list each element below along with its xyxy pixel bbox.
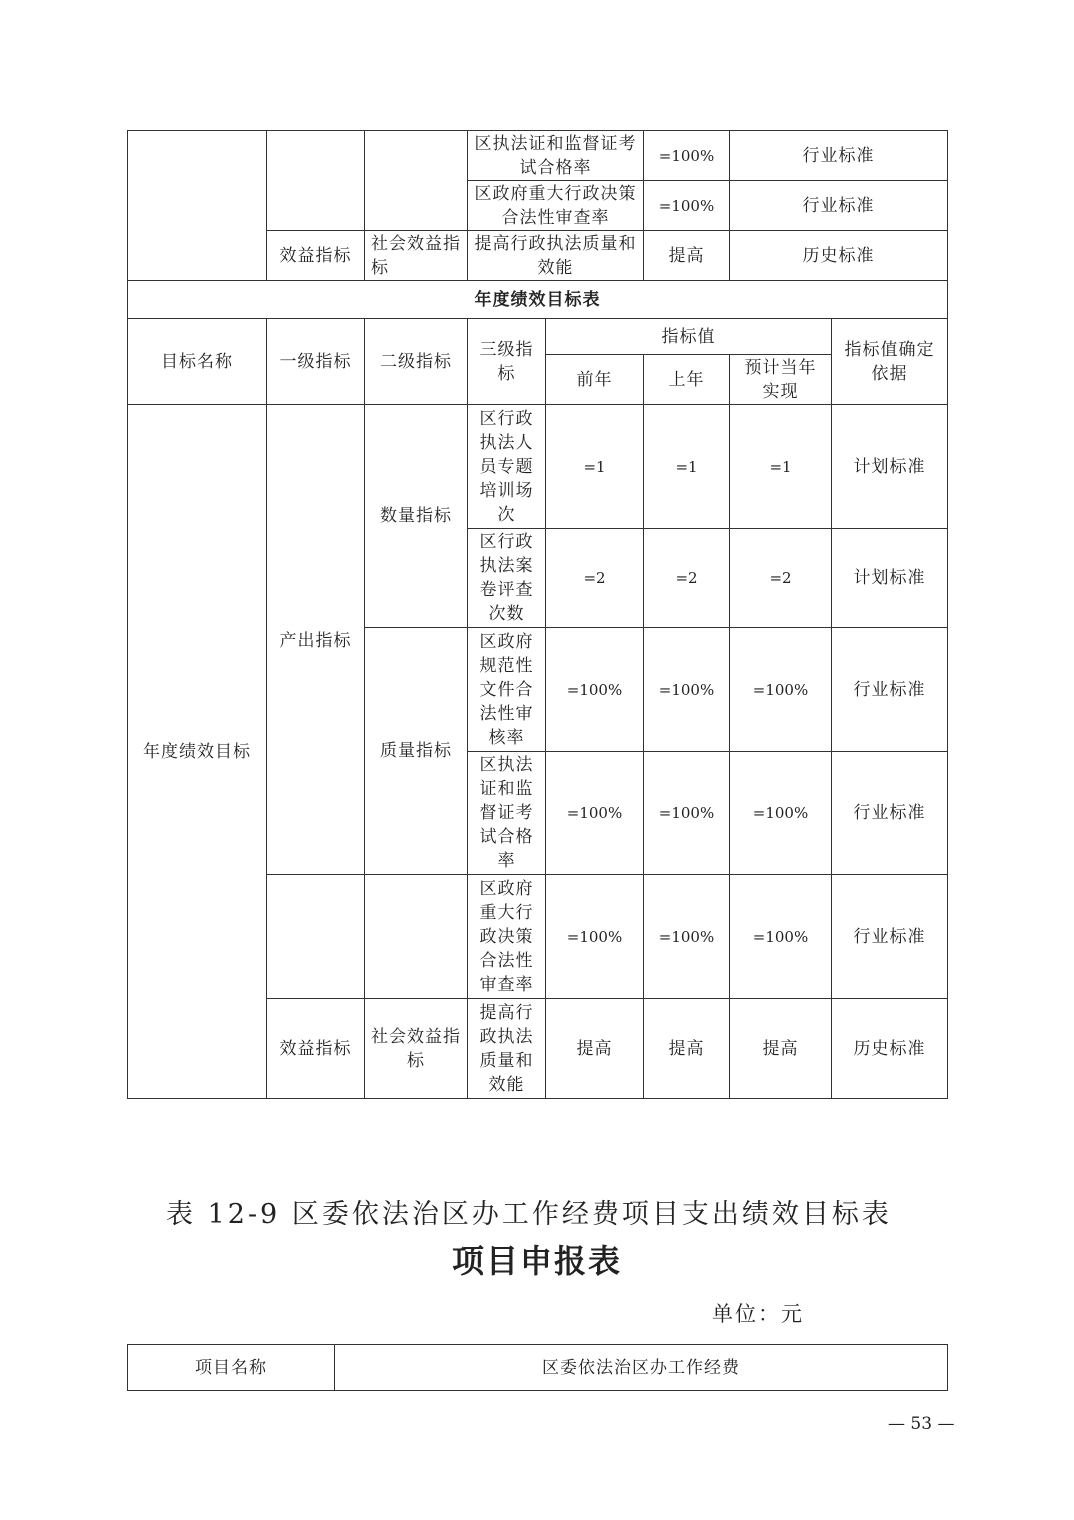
basis-cell: 计划标准 (832, 529, 948, 628)
header-basis: 指标值确定依据 (832, 319, 948, 405)
value-cell: =100% (644, 181, 730, 231)
target-name-cell: 年度绩效目标 (128, 405, 267, 1099)
level1-cell: 效益指标 (267, 999, 365, 1099)
indicator-cell: 区政府重大行政决策合法性审查率 (468, 181, 644, 231)
level2-cell: 社会效益指标 (365, 999, 468, 1099)
prev-cell: =100% (546, 628, 644, 752)
annual-target-table (127, 318, 948, 1099)
form-title: 项目申报表 (451, 1242, 622, 1280)
last-cell: =100% (644, 628, 730, 752)
header-prev-year: 前年 (546, 355, 644, 405)
quantity-indicator-cell: 数量指标 (365, 405, 468, 628)
header-level3: 三级指标 (468, 319, 546, 405)
indicator-cell: 提高行政执法质量和效能 (468, 999, 546, 1099)
value-cell: 提高 (644, 231, 730, 281)
header-target-name: 目标名称 (128, 319, 267, 405)
output-indicator-label: 产出指标 (279, 631, 352, 651)
last-cell: 提高 (644, 999, 730, 1099)
project-name-label: 项目名称 (128, 1345, 335, 1391)
header-expected: 预计当年实现 (730, 355, 832, 405)
indicator-cell: 区政府重大行政决策合法性审查率 (468, 875, 546, 999)
prev-cell: =100% (546, 752, 644, 875)
table-row (128, 131, 948, 181)
basis-cell: 行业标准 (730, 131, 948, 181)
section-title-row (128, 281, 948, 319)
expected-cell: =100% (730, 628, 832, 752)
indicator-cell: 区执法证和监督证考试合格率 (468, 131, 644, 181)
prev-cell: =1 (546, 405, 644, 529)
level2-cell: 社会效益指标 (365, 231, 468, 281)
indicator-cell: 提高行政执法质量和效能 (468, 231, 644, 281)
project-name-value: 区委依法治区办工作经费 (335, 1345, 948, 1391)
expected-cell: =2 (730, 529, 832, 628)
expected-cell: =1 (730, 405, 832, 529)
last-cell: =100% (644, 752, 730, 875)
basis-cell: 行业标准 (832, 628, 948, 752)
prev-cell: 提高 (546, 999, 644, 1099)
prev-cell: =2 (546, 529, 644, 628)
header-level1: 一级指标 (267, 319, 365, 405)
basis-cell: 行业标准 (832, 875, 948, 999)
header-level2: 二级指标 (365, 319, 468, 405)
project-table (127, 1344, 948, 1391)
header-value-group: 指标值 (546, 319, 832, 355)
basis-cell: 计划标准 (832, 405, 948, 529)
section-title: 年度绩效目标表 (128, 281, 948, 319)
table-row (128, 1345, 948, 1391)
prev-cell: =100% (546, 875, 644, 999)
basis-cell: 行业标准 (832, 752, 948, 875)
last-cell: =1 (644, 405, 730, 529)
header-row (128, 319, 948, 355)
quality-indicator-cell: 质量指标 (365, 628, 468, 875)
unit-label: 单位：元 (712, 1302, 804, 1326)
indicator-cell: 区政府规范性文件合法性审核率 (468, 628, 546, 752)
indicator-cell: 区行政执法案卷评查次数 (468, 529, 546, 628)
expected-cell: =100% (730, 875, 832, 999)
level1-cell: 效益指标 (267, 231, 365, 281)
table-title: 表 12-9 区委依法治区办工作经费项目支出绩效目标表 (166, 1199, 892, 1230)
expected-cell: 提高 (730, 999, 832, 1099)
value-cell: =100% (644, 131, 730, 181)
last-cell: =2 (644, 529, 730, 628)
table-row (128, 405, 948, 529)
top-continuation-table (127, 130, 948, 319)
indicator-cell: 区执法证和监督证考试合格率 (468, 752, 546, 875)
output-indicator-cell (267, 405, 365, 875)
page-number: — 53 — (888, 1414, 955, 1434)
indicator-cell: 区行政执法人员专题培训场次 (468, 405, 546, 529)
basis-cell: 行业标准 (730, 181, 948, 231)
header-last-year: 上年 (644, 355, 730, 405)
basis-cell: 历史标准 (832, 999, 948, 1099)
expected-cell: =100% (730, 752, 832, 875)
last-cell: =100% (644, 875, 730, 999)
basis-cell: 历史标准 (730, 231, 948, 281)
